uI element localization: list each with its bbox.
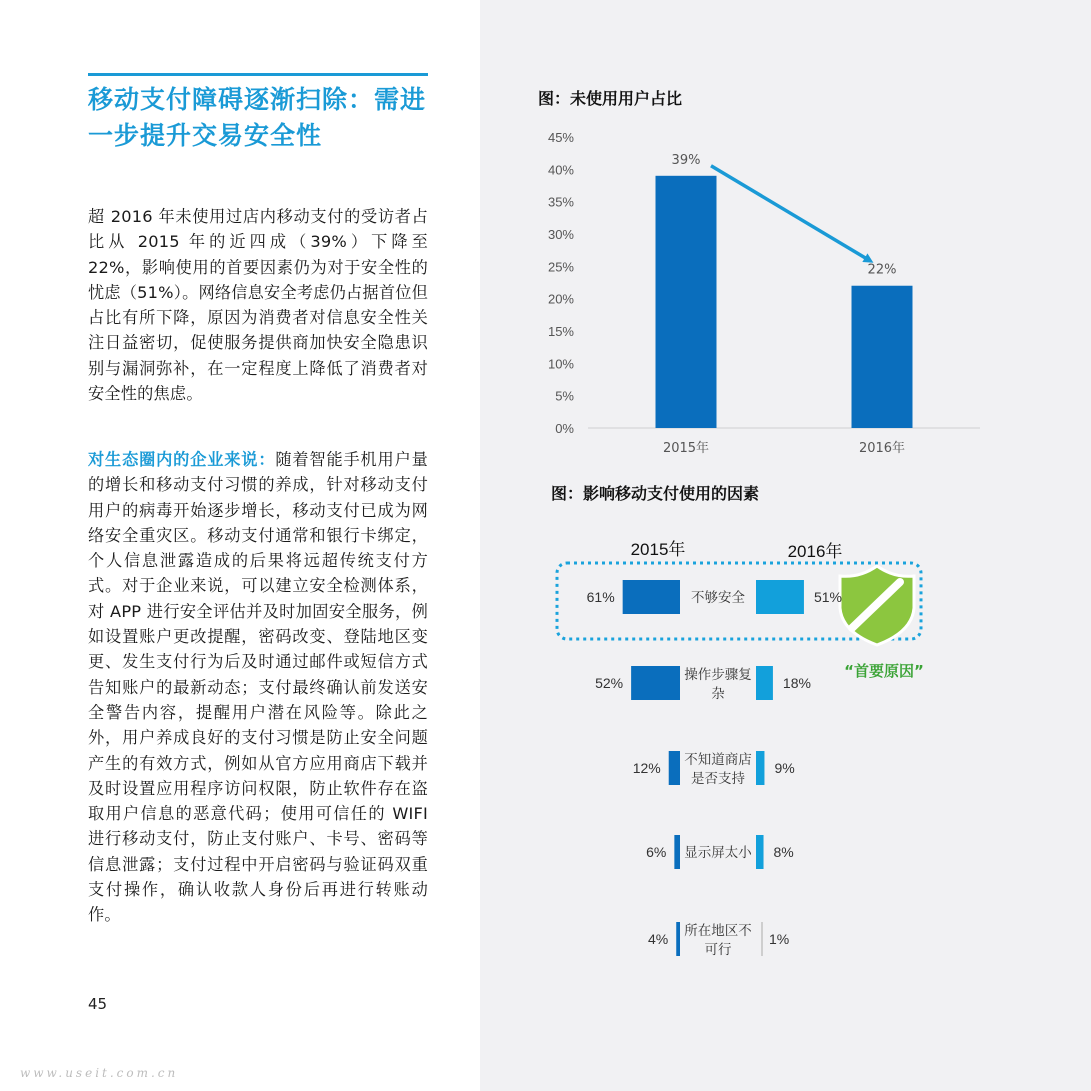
watermark: www.useit.com.cn <box>20 1066 179 1080</box>
chart2-bar-2015 <box>674 835 680 869</box>
chart1-y-tick: 45% <box>547 130 574 145</box>
chart2-category-label: 是否支持 <box>691 771 745 787</box>
page-number: 45 <box>88 995 108 1013</box>
chart2-label-2015: 61% <box>586 589 615 605</box>
chart2-label-2016: 1% <box>769 931 790 947</box>
chart1-y-tick: 40% <box>547 162 574 178</box>
paragraph-2-lead: 对生态圈内的企业来说： <box>88 450 276 469</box>
chart2-label-2016: 8% <box>773 844 794 860</box>
chart1-trend-arrow <box>711 166 870 261</box>
chart2-category-label: 不够安全 <box>691 590 745 606</box>
chart2-label-2015: 12% <box>632 760 661 776</box>
chart2-category-label: 显示屏太小 <box>684 845 752 861</box>
chart2-series-2015: 2015年 <box>630 540 686 559</box>
chart2-label-2016: 51% <box>813 589 842 605</box>
chart2-category-label: 所在地区不 <box>684 923 752 939</box>
chart1-y-tick: 5% <box>555 388 574 404</box>
chart1-x-tick: 2015年 <box>662 441 710 456</box>
chart2-bar-2016 <box>756 751 764 785</box>
paragraph-1: 超 2016 年未使用过店内移动支付的受访者占比从 2015 年的近四成（39%）下降至 22%，影响使用的首要因素仍为对于安全性的忧虑（51%）。网络信息安全考虑仍占据首位但占比有所下降，原因为消费者对信息安全性关注日益密切，促使服务提供商加快安全隐患识别与漏洞弥补，在一定程度上降低了消费者对安全性的焦虑。 <box>88 207 428 404</box>
chart2-bar-2015 <box>623 580 680 614</box>
chart2-bar-2015 <box>669 751 680 785</box>
chart2-bar-2015 <box>631 666 680 700</box>
primary-reason-callout: “首要原因” <box>844 662 924 680</box>
chart1-y-tick: 15% <box>547 324 574 339</box>
headline-line-2: 一步提升交易安全性 <box>88 121 323 150</box>
chart2-bar-2016 <box>756 835 764 869</box>
chart1-y-tick: 20% <box>547 291 574 307</box>
chart1-title: 图：未使用用户占比 <box>538 89 683 108</box>
paragraph-2-body: 随着智能手机用户量的增长和移动支付习惯的养成，针对移动支付用户的病毒开始逐步增长，移动支付已成为网络安全重灾区。移动支付通常和银行卡绑定，个人信息泄露造成的后果将远超传统支付方式。对于企业来说，可以建立安全检测体系，对 APP 进行安全评估并及时加固安全服务，例如设置账户更改提醒，密码改变、登陆地区变更、发生支付行为后及时通过邮件或短信方式告知账户的最新动态；支付最终确认前发送安全警告内容，提醒用户潜在风险等。除此之外，用户养成良好的支付习惯是防止安全问题产生的有效方式，例如从官方应用商店下载并及时设置应用程序访问权限，防止软件存在盗取用户信息的恶意代码；使用可信任的 WIFI 进行移动支付，防止支付账户、卡号、密码等信息泄露；支付过程中开启密码与验证码双重支付操作，确认收款人身份后再进行转账动作。 <box>88 450 428 925</box>
chart1-y-tick: 30% <box>547 227 574 242</box>
chart1-y-tick: 10% <box>547 356 574 372</box>
chart2-title: 图：影响移动支付使用的因素 <box>551 484 760 503</box>
chart2-bar-2016 <box>756 580 804 614</box>
shield-check-icon <box>840 566 914 645</box>
chart2-series-2016: 2016年 <box>787 542 843 561</box>
chart1-data-label: 39% <box>671 152 701 168</box>
chart2-label-2016: 9% <box>774 760 795 776</box>
chart1-bar <box>852 286 913 428</box>
headline-line-1: 移动支付障碍逐渐扫除：需进 <box>88 85 427 114</box>
chart1-y-tick: 25% <box>547 259 574 275</box>
chart1 <box>548 130 980 456</box>
chart1-y-tick: 0% <box>555 421 574 436</box>
chart2-label-2015: 52% <box>595 675 624 691</box>
chart2 <box>557 539 924 958</box>
chart2-label-2016: 18% <box>782 675 811 691</box>
chart2-category-label: 操作步骤复 <box>684 667 752 683</box>
chart2-category-label: 可行 <box>704 942 732 958</box>
chart2-category-label: 不知道商店 <box>684 752 752 768</box>
chart1-bar <box>656 176 717 428</box>
chart2-label-2015: 4% <box>648 931 669 947</box>
chart2-category-label: 杂 <box>711 686 725 702</box>
chart1-y-tick: 35% <box>547 194 574 210</box>
chart1-data-label: 22% <box>867 262 897 278</box>
chart1-x-tick: 2016年 <box>858 441 906 456</box>
chart2-label-2015: 6% <box>646 844 667 860</box>
chart2-bar-2015 <box>676 922 680 956</box>
chart2-bar-2016 <box>756 666 773 700</box>
